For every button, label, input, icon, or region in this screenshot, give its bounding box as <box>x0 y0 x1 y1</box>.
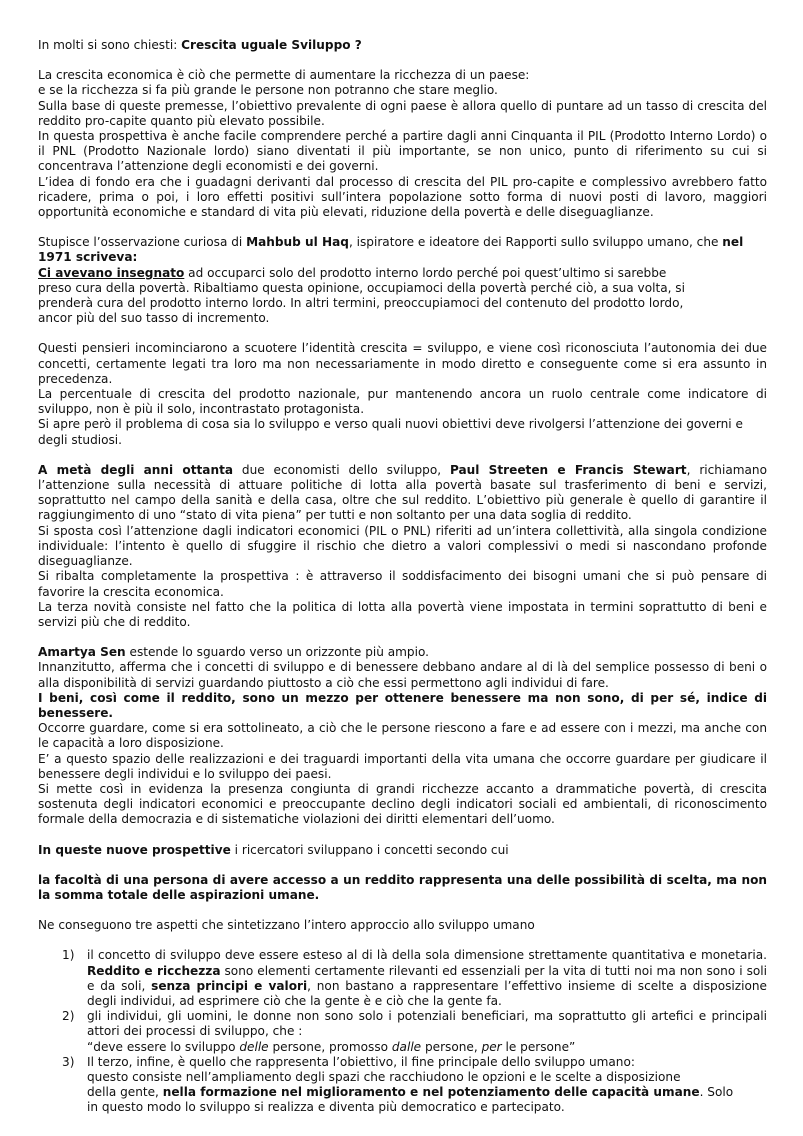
eighties-text-d: , richiamano l’attenzione sulla necessità di attuare politiche di lotta alla povertà basate sul trasferimento di beni e servizi, soprattutto nel campo della sanità e della casa, oltre che sul reddito. L’obiettivo più generale è quello di garantire il raggiungimento di uno “stato di vita piena” per tutti e non soltanto per una data soglia di reddito. <box>38 462 767 523</box>
haq-text-c: , ispiratore e ideatore dei Rapporti sullo sviluppo umano, che <box>348 235 723 250</box>
section-eighties <box>38 463 767 630</box>
haq-quote-body: ad occuparci solo del prodotto interno lordo perché poi quest’ultimo si sarebbe preso cura della povertà. Ribaltiamo questa opinione, occupiamoci della povertà perché ciò, a sua volta, si prenderà cura del prodotto interno lordo. In altri termini, preoccupiamoci del contenuto del prodotto lordo, ancor più del suo tasso di incremento. <box>38 265 685 326</box>
prospettive-line <box>38 843 767 858</box>
sen-paragraph-6: Si mette così in evidenza la presenza congiunta di grandi ricchezze accanto a drammatiche povertà, di crescita sostenuta degli indicatori economici e preoccupante declino degli indicatori sociali ed ambientali, di riconoscimento formale della democrazia e di sistematiche violazioni dei diritti elementari dell’uomo. <box>38 781 767 827</box>
list-item-number: 3) <box>62 1054 75 1069</box>
point-3-text-b: questo consiste nell’ampliamento degli spazi che racchiudono le opzioni e le scelte a disposizione <box>87 1069 681 1084</box>
intro-line <box>38 38 767 53</box>
point-2-quote-part: persone, <box>421 1039 482 1054</box>
sen-text: estende lo sguardo verso un orizzonte più ampio. <box>125 645 429 660</box>
eighties-economists: Paul Streeten e Francis Stewart <box>449 462 687 477</box>
intro-lead: In molti si sono chiesti: <box>38 38 182 52</box>
identity-paragraph-1: Questi pensieri incominciarono a scuotere l’identità crescita = sviluppo, e viene così riconosciuta l’autonomia dei due concetti, certamente legati tra loro ma non necessariamente in modo diretto e conseguente come si era assunto in precedenza. <box>38 341 767 386</box>
section-growth <box>38 68 767 220</box>
point-1-text-c: sono elementi certamente rilevanti ed essenziali per la vita di tutti noi ma non sono i soli e da soli, <box>87 963 768 993</box>
growth-paragraph-4: In questa prospettiva è anche facile comprendere perché a partire dagli anni Cinquanta il PIL (Prodotto Interno Lordo) o il PNL (Prodotto Nazionale lordo) siano diventati il più importante, se non unico, punto di riferimento su cui si concentrava l’attenzione degli economisti e dei governi. <box>38 129 767 174</box>
prospettive-statement <box>38 873 767 903</box>
point-3-text-c: della gente, <box>87 1085 163 1100</box>
point-2-quote-italic: per <box>481 1039 502 1054</box>
section-haq <box>38 235 767 326</box>
point-2-quote-part: le persone” <box>501 1039 576 1054</box>
three-aspects-list <box>38 948 767 1115</box>
eighties-paragraph-4: La terza novità consiste nel fatto che la politica di lotta alla povertà viene impostata in termini soprattutto di beni e servizi più che di reddito. <box>38 599 767 629</box>
point-3-text-e: . Solo <box>699 1085 734 1100</box>
prospettive-statement-text: la facoltà di una persona di avere accesso a un reddito rappresenta una delle possibilità di scelta, ma non la somma totale delle aspirazioni umane. <box>38 872 767 902</box>
intro-question: Crescita uguale Sviluppo ? <box>181 38 362 52</box>
point-2-quote-italic: dalle <box>391 1039 422 1054</box>
point-2-quote-part: persone, promosso <box>268 1039 392 1054</box>
point-3-text-a: Il terzo, infine, è quello che rappresenta l’obiettivo, il fine principale dello sviluppo umano: <box>87 1054 635 1069</box>
sen-paragraph-3 <box>38 691 767 721</box>
growth-line-2: e se la ricchezza si fa più grande le persone non potranno che stare meglio. <box>38 83 498 98</box>
list-item-number: 1) <box>62 948 75 963</box>
eighties-paragraph-3: Si ribalta completamente la prospettiva : è attraverso il soddisfacimento dei bisogni umani che si può pensare di favorire la crescita economica. <box>38 569 767 599</box>
eighties-text-b: due economisti dello sviluppo, <box>233 462 450 477</box>
point-1-text-e: , non bastano a rappresentare l’effettivo insieme di scelte a disposizione degli individui, ad esprimere ciò che la gente è e ciò che la gente fa. <box>87 978 767 1008</box>
haq-text-a: Stupisce l’osservazione curiosa di <box>38 235 247 250</box>
consequence-line: Ne conseguono tre aspetti che sintetizzano l’intero approccio allo sviluppo umano <box>38 918 535 933</box>
list-item <box>38 1055 767 1116</box>
sen-paragraph-2: Innanzitutto, afferma che i concetti di sviluppo e di benessere debbano andare al di là del semplice possesso di beni o alla disponibilità di servizi guardando piuttosto a ciò che essi permettono agli individui di fare. <box>38 660 767 690</box>
list-item <box>38 948 767 1009</box>
haq-name: Mahbub ul Haq <box>246 235 349 250</box>
sen-name: Amartya Sen <box>38 645 126 660</box>
point-1-bold-d: senza principi e valori <box>151 978 308 993</box>
sen-paragraph-4: Occorre guardare, come si era sottolineato, a ciò che le persone riescono a fare e ad essere con i mezzi, ma anche con le capacità a loro disposizione. <box>38 721 767 751</box>
point-3-text-f: in questo modo lo sviluppo si realizza e diventa più democratico e partecipato. <box>87 1100 565 1115</box>
list-item <box>38 1009 767 1055</box>
list-item-number: 2) <box>62 1009 75 1024</box>
sen-goods-statement: I beni, così come il reddito, sono un mezzo per ottenere benessere ma non sono, di per sé, indice di benessere. <box>38 690 767 720</box>
haq-intro <box>38 235 767 265</box>
section-sen <box>38 645 767 827</box>
eighties-lead: A metà degli anni ottanta <box>38 462 234 477</box>
haq-quote <box>38 266 690 327</box>
growth-paragraph-3: Sulla base di queste premesse, l’obiettivo prevalente di ogni paese è allora quello di puntare ad un tasso di crescita del reddito pro-capite quanto più elevato possibile. <box>38 98 767 128</box>
point-3-bold-d: nella formazione nel miglioramento e nel potenziamento delle capacità umane <box>162 1085 700 1100</box>
haq-quote-head: Ci avevano insegnato <box>38 265 185 280</box>
growth-line-1: La crescita economica è ciò che permette di aumentare la ricchezza di un paese: <box>38 68 530 83</box>
point-2-text: gli individui, gli uomini, le donne non sono solo i potenziali beneficiari, ma soprattutto gli artefici e principali attori dei processi di sviluppo, che : <box>87 1009 767 1039</box>
point-1-text-a: il concetto di sviluppo deve essere esteso al di là della sola dimensione strettamente quantitativa e monetaria. <box>87 948 767 963</box>
point-2-quote-italic: delle <box>239 1039 269 1054</box>
prospettive-text: i ricercatori sviluppano i concetti secondo cui <box>230 842 509 857</box>
point-2-quote <box>87 1040 575 1054</box>
identity-paragraph-2: La percentuale di crescita del prodotto nazionale, pur mantenendo ancora un ruolo centrale come indicatore di sviluppo, non è più il solo, incontrastato protagonista. <box>38 387 767 417</box>
eighties-paragraph-1 <box>38 463 767 524</box>
point-1-bold-b: Reddito e ricchezza <box>87 963 221 978</box>
point-2-quote-part: “deve essere lo sviluppo <box>87 1039 240 1054</box>
sen-paragraph-1 <box>38 645 767 660</box>
growth-paragraph-5: L’idea di fondo era che i guadagni derivanti dal processo di crescita del PIL pro-capite e complessivo avrebbero fatto ricadere, prima o poi, i loro effetti positivi sull’intera popolazione sotto forma di nuovi posti di lavoro, maggiori opportunità economiche e standard di vita più elevati, riduzione della povertà e delle diseguaglianze. <box>38 174 767 220</box>
identity-paragraph-3: Si apre però il problema di cosa sia lo sviluppo e verso quali nuovi obiettivi deve rivolgersi l’attenzione dei governi e degli studiosi. <box>38 417 743 447</box>
section-identity <box>38 341 767 447</box>
sen-paragraph-5: E’ a questo spazio delle realizzazioni e dei traguardi importanti della vita umana che occorre guardare per giudicare il benessere degli individui e lo sviluppo dei paesi. <box>38 751 767 781</box>
haq-year: nel 1971 scriveva: <box>38 235 744 265</box>
prospettive-lead: In queste nuove prospettive <box>38 842 231 857</box>
eighties-paragraph-2: Si sposta così l’attenzione dagli indicatori economici (PIL o PNL) riferiti ad un’intera collettività, alla singola condizione individuale: l’intento è quello di sfuggire il rischio che dietro a valori complessivi o medi si nascondano profonde diseguaglianze. <box>38 523 767 569</box>
